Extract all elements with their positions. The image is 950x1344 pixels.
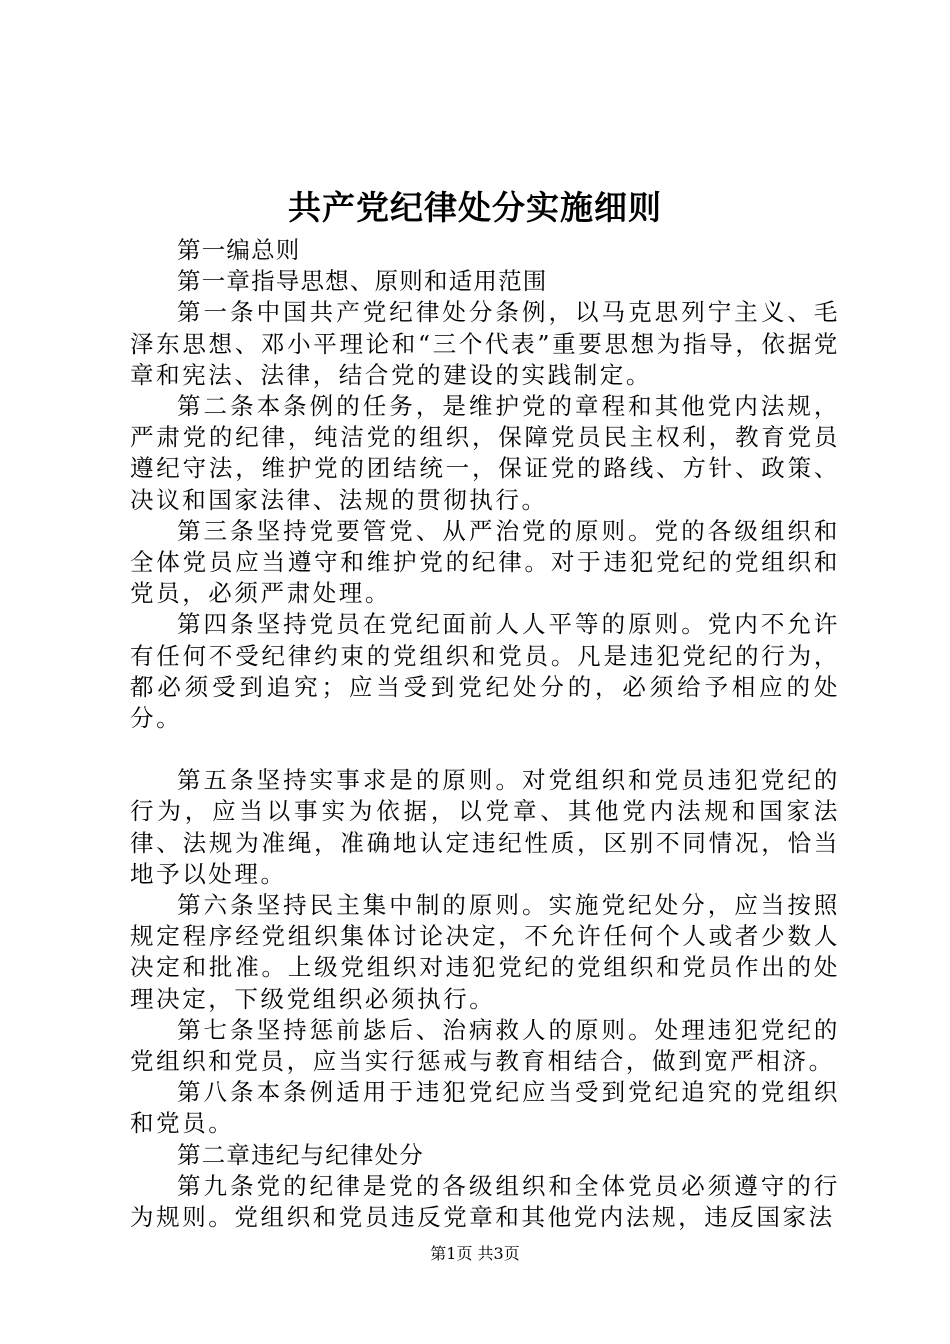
chapter-heading: 第一章指导思想、原则和适用范围 bbox=[177, 267, 548, 296]
document-title: 共产党纪律处分实施细则 bbox=[288, 188, 662, 227]
article-paragraph: 第九条党的纪律是党的各级组织和全体党员必须遵守的行为规则。党组织和党员违反党章和其他党内法规，违反国家法 bbox=[130, 1171, 840, 1232]
page-number: 第1页 共3页 bbox=[430, 1244, 520, 1263]
article-paragraph: 第八条本条例适用于违犯党纪应当受到党纪追究的党组织和党员。 bbox=[130, 1078, 840, 1138]
article-paragraph: 第一条中国共产党纪律处分条例，以马克思列宁主义、毛泽东思想、邓小平理论和“三个代表”重要思想为指导，依据党章和宪法、法律，结合党的建设的实践制定。 bbox=[130, 298, 840, 389]
part-heading: 第一编总则 bbox=[177, 236, 301, 264]
article-paragraph: 第五条坚持实事求是的原则。对党组织和党员违犯党纪的行为，应当以事实为依据，以党章、其他党内法规和国家法律、法规为准绳，准确地认定违纪性质，区别不同情况，恰当地予以处理。 bbox=[130, 766, 840, 888]
chapter-heading: 第二章违纪与纪律处分 bbox=[177, 1140, 424, 1169]
article-paragraph: 第二条本条例的任务，是维护党的章程和其他党内法规，严肃党的纪律，纯洁党的组织，保障党员民主权利，教育党员遵纪守法，维护党的团结统一，保证党的路线、方针、政策、决议和国家法律、法规的贯彻执行。 bbox=[130, 392, 840, 514]
article-paragraph: 第七条坚持惩前毖后、治病救人的原则。处理违犯党纪的党组织和党员，应当实行惩戒与教育相结合，做到宽严相济。 bbox=[130, 1015, 840, 1076]
article-paragraph: 第六条坚持民主集中制的原则。实施党纪处分，应当按照规定程序经党组织集体讨论决定，不允许任何个人或者少数人决定和批准。上级党组织对违犯党纪的党组织和党员作出的处理决定，下级党组织必须执行。 bbox=[130, 891, 840, 1013]
article-paragraph: 第三条坚持党要管党、从严治党的原则。党的各级组织和全体党员应当遵守和维护党的纪律。对于违犯党纪的党组织和党员，必须严肃处理。 bbox=[130, 516, 840, 608]
document-body bbox=[130, 235, 840, 1233]
article-paragraph: 第四条坚持党员在党纪面前人人平等的原则。党内不允许有任何不受纪律约束的党组织和党员。凡是违犯党纪的行为，都必须受到追究；应当受到党纪处分的，必须给予相应的处分。 bbox=[130, 610, 840, 733]
